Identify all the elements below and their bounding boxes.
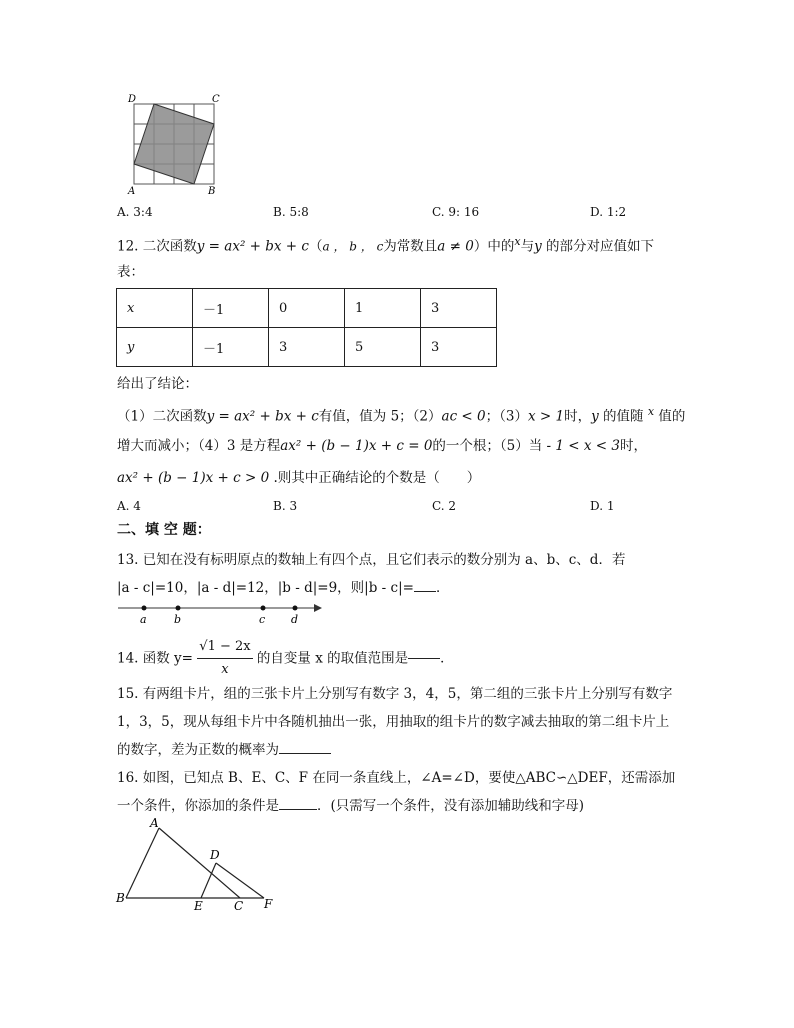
q12-given: 给出了结论： — [117, 376, 198, 392]
q11-label-d: D — [128, 94, 137, 105]
q16-line1: 16. 如图，已知点 B、E、C、F 在同一条直线上，∠A=∠D，要使△ABC∽△DEF，还需添加 — [117, 770, 676, 786]
q11-grid-figure — [126, 92, 226, 196]
table-cell: 0 — [269, 289, 345, 328]
q12-value-table — [116, 288, 497, 367]
q13-line2: |a - c|=10，|a - d|=12，|b - d|=9，则|b - c|= ． — [117, 580, 450, 596]
q13-number-line — [116, 598, 331, 628]
table-cell: －1 — [193, 328, 269, 367]
q11-label-a: A — [128, 186, 136, 196]
q12-option-c: C. 2 — [432, 499, 457, 513]
q12-conclusion-line3: ax² + (b − 1)x + c > 0 .则其中正确结论的个数是（ ） — [117, 470, 481, 486]
q11-option-a: A. 3:4 — [117, 205, 153, 219]
q11-label-b: B — [208, 186, 216, 196]
q12-option-a: A. 4 — [117, 499, 141, 513]
axis-label-c: c — [259, 613, 266, 626]
table-cell: 3 — [421, 328, 497, 367]
q11-label-c: C — [212, 94, 220, 105]
table-cell: －1 — [193, 289, 269, 328]
table-cell: 3 — [421, 289, 497, 328]
q15-line3: 的数字，差为正数的概率为 — [117, 740, 331, 760]
q11-option-b: B. 5:8 — [273, 205, 309, 219]
section-title: 二、填 空 题： — [117, 522, 211, 538]
q16-line2: 一个条件，你添加的条件是 ．(只需写一个条件，没有添加辅助线和字母) — [117, 798, 585, 814]
table-cell: 1 — [345, 289, 421, 328]
table-row — [117, 289, 497, 328]
table-header-y: y — [117, 328, 193, 367]
q12-conclusion-line1: （1）二次函数y = ax² + bx + c有值，值为 5；（2）ac < 0；（3）x > 1时，y 的值随 $^x$ 值的 — [117, 405, 686, 425]
q16-label-f: F — [264, 897, 273, 911]
q16-label-a: A — [150, 816, 159, 830]
axis-label-a: a — [140, 613, 147, 626]
table-cell: 5 — [345, 328, 421, 367]
q16-label-e: E — [194, 899, 203, 912]
table-row — [117, 328, 497, 367]
q12-stem-line2: 表： — [117, 264, 144, 280]
q15-line2: 1，3，5，现从每组卡片中各随机抽出一张，用抽取的组卡片的数字减去抽取的第二组卡片上 — [117, 714, 670, 730]
q12-conclusion-line2: 增大而减小；（4）3 是方程ax² + (b − 1)x + c = 0的一个根；（5）当 - 1 < x < 3时， — [117, 438, 647, 454]
q11-option-c: C. 9: 16 — [432, 205, 480, 219]
q16-triangle-figure — [112, 812, 282, 912]
axis-label-b: b — [174, 613, 182, 626]
q16-label-d: D — [210, 848, 220, 862]
q15-line1: 15. 有两组卡片，组的三张卡片上分别写有数字 3，4，5，第二组的三张卡片上分别写有数字 — [117, 686, 673, 702]
q12-option-d: D. 1 — [590, 499, 615, 513]
q16-label-c: C — [234, 899, 244, 912]
q12-option-b: B. 3 — [273, 499, 298, 513]
table-header-x: x — [117, 289, 193, 328]
table-cell: 3 — [269, 328, 345, 367]
q12-stem: 12. 二次函数y = ax² + bx + c（a ， b ， c为常数且a ≠ 0）中的$^x$与y 的部分对应值如下 — [117, 235, 654, 255]
q13-line1: 13. 已知在没有标明原点的数轴上有四个点，且它们表示的数分别为 a、b、c、d．若 — [117, 552, 626, 568]
axis-label-d: d — [291, 613, 299, 626]
q14-fraction: $\frac{√1 - 2x}{x}$ — [197, 636, 252, 681]
q16-label-b: B — [116, 891, 125, 905]
q11-option-d: D. 1:2 — [590, 205, 627, 219]
q14-line: 14. 函数 y= $\frac{√1 - 2x}{x}$ 的自变量 x 的取值范围是 ． — [117, 636, 454, 681]
